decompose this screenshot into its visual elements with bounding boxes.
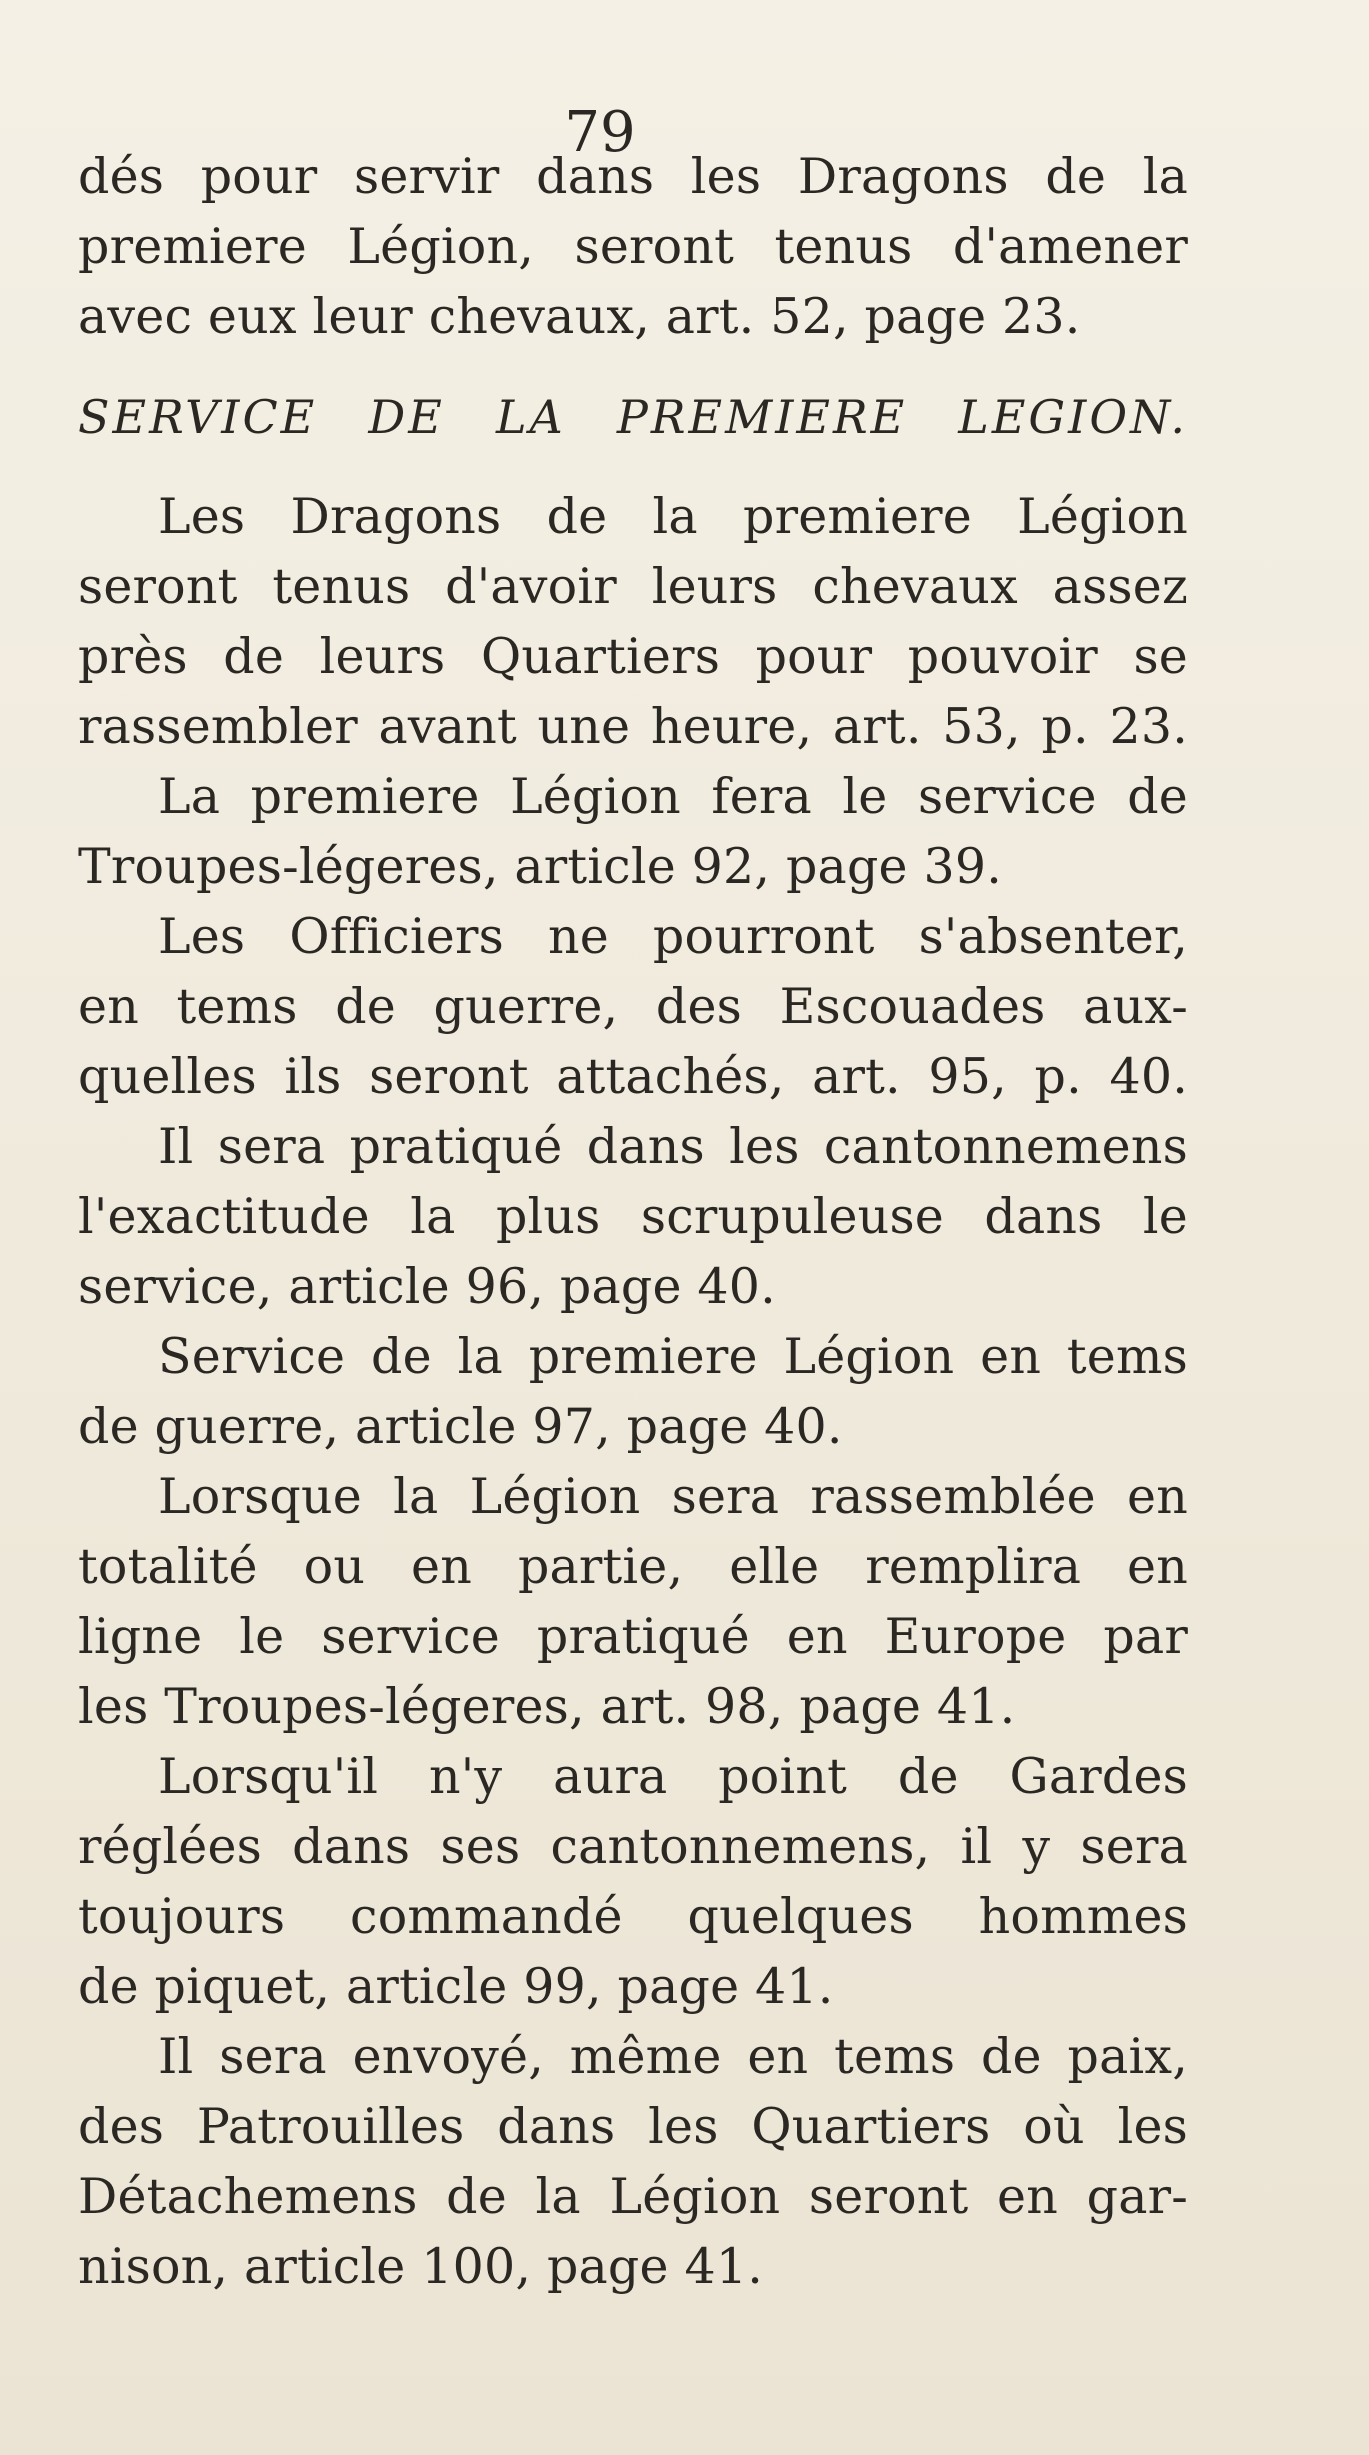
text-line: Les Dragons de la premiere Légion [158,488,1188,545]
text-line: en tems de guerre, des Escouades aux- [78,978,1188,1035]
text-line: quelles ils seront attachés, art. 95, p. 40. [78,1048,1188,1105]
page-number: 79 [564,100,636,165]
text-line: des Patrouilles dans les Quartiers où les [78,2098,1188,2155]
text-line: de piquet, article 99, page 41. [78,1958,834,2015]
text-line: ligne le service pratiqué en Europe par [78,1608,1188,1665]
text-line: Les Officiers ne pourront s'absenter, [158,908,1188,965]
text-line: Détachemens de la Légion seront en gar- [78,2168,1188,2225]
text-line: les Troupes-légeres, art. 98, page 41. [78,1678,1016,1735]
text-line: Lorsqu'il n'y aura point de Gardes [158,1748,1188,1805]
text-line: service, article 96, page 40. [78,1258,776,1315]
body-text [78,142,1188,2302]
text-line: La premiere Légion fera le service de [158,768,1188,825]
text-line: de guerre, article 97, page 40. [78,1398,843,1455]
text-line: totalité ou en partie, elle remplira en [78,1538,1188,1595]
text-line: nison, article 100, page 41. [78,2238,763,2295]
text-line: Troupes-légeres, article 92, page 39. [78,838,1003,895]
text-line: rassembler avant une heure, art. 53, p. 23. [78,698,1188,755]
text-line: près de leurs Quartiers pour pouvoir se [78,628,1188,685]
text-line: Il sera envoyé, même en tems de paix, [158,2028,1188,2085]
section-heading: SERVICE DE LA PREMIERE LEGION. [78,390,1188,444]
text-line: premiere Légion, seront tenus d'amener [78,218,1188,275]
text-line: dés pour servir dans les Dragons de la [78,148,1188,205]
text-line: Il sera pratiqué dans les cantonnemens [158,1118,1188,1175]
text-line: avec eux leur chevaux, art. 52, page 23. [78,288,1081,345]
text-line: Lorsque la Légion sera rassemblée en [158,1468,1188,1525]
text-line: l'exactitude la plus scrupuleuse dans le [78,1188,1188,1245]
text-line: seront tenus d'avoir leurs chevaux assez [78,558,1188,615]
text-line: réglées dans ses cantonnemens, il y sera [78,1818,1188,1875]
text-line: Service de la premiere Légion en tems [158,1328,1188,1385]
text-line: toujours commandé quelques hommes [78,1888,1188,1945]
